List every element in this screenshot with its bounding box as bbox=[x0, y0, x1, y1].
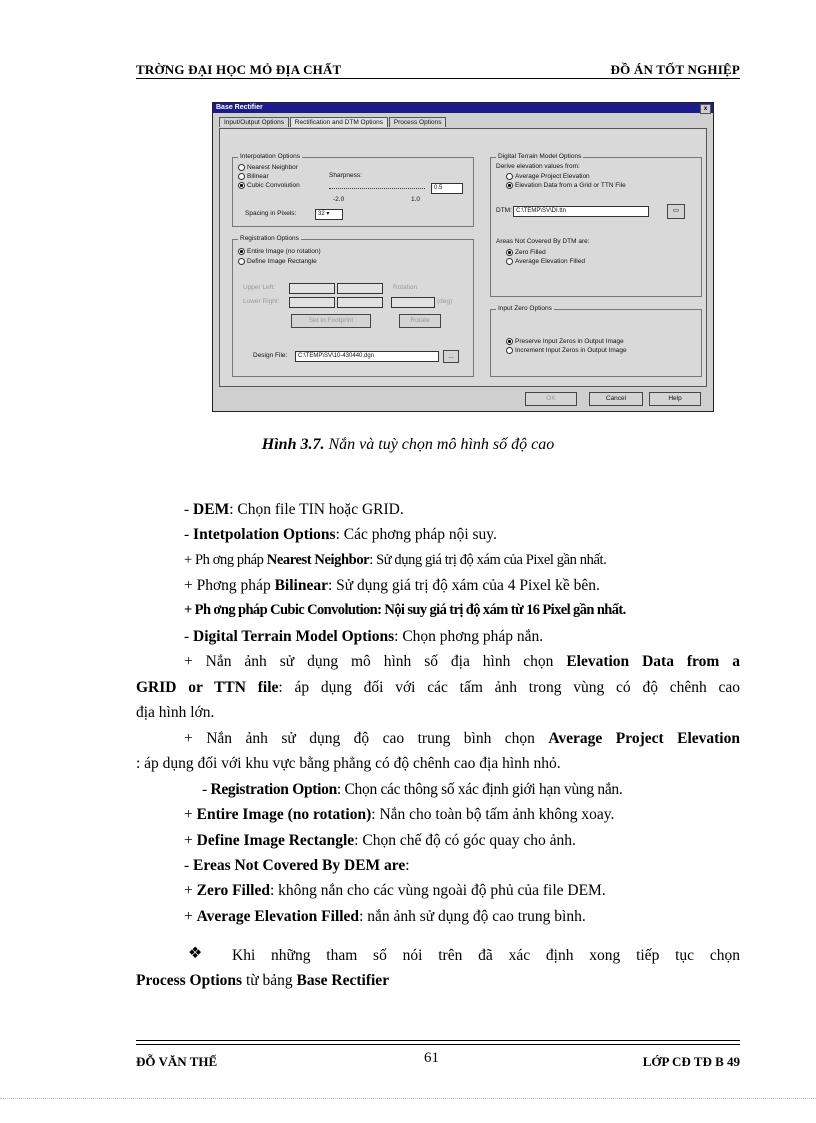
lower-right-y-field[interactable] bbox=[337, 297, 383, 308]
caption-text: Nắn và tuỳ chọn mô hình số độ cao bbox=[328, 436, 555, 453]
rotation-field[interactable] bbox=[391, 297, 435, 308]
tab-input-output[interactable]: Input/Output Options bbox=[219, 117, 289, 127]
slider-max-label: 1.0 bbox=[411, 196, 421, 203]
text-line: - DEM: Chọn file TIN hoặc GRID. bbox=[184, 501, 404, 518]
caption-label: Hình 3.7. bbox=[261, 436, 325, 453]
design-file-label: Design File: bbox=[253, 352, 288, 359]
derive-label: Derive elevation values from: bbox=[496, 163, 580, 170]
radio-entire-image[interactable]: Entire Image (no rotation) bbox=[238, 248, 321, 255]
registration-group bbox=[232, 235, 474, 377]
text-line: - Registration Option: Chọn các thông số xác định giới hạn vùng nắn. bbox=[202, 781, 623, 798]
ok-button[interactable]: OK bbox=[525, 392, 577, 406]
spacing-select[interactable]: 32 ▾ bbox=[315, 209, 343, 220]
lower-right-label: Lower Right: bbox=[243, 298, 280, 305]
radio-average-elevation-filled[interactable]: Average Elevation Filled bbox=[506, 258, 585, 265]
text-line: + Ph ơng pháp Nearest Neighbor: Sử dụng giá trị độ xám của Pixel gần nhất. bbox=[184, 552, 607, 568]
radio-preserve-zeros[interactable]: Preserve Input Zeros in Output Image bbox=[506, 338, 624, 345]
text-line: + Define Image Rectangle: Chọn chế độ có góc quay cho ảnh. bbox=[184, 832, 576, 849]
rotate-button[interactable]: Rotate bbox=[399, 314, 441, 328]
tab-rectification-dtm[interactable]: Rectification and DTM Options bbox=[290, 117, 388, 127]
sharpness-slider[interactable] bbox=[329, 188, 425, 195]
radio-cubic-convolution[interactable]: Cubic Convolution bbox=[238, 182, 300, 189]
footer-rule-thin bbox=[136, 1044, 740, 1045]
sharpness-input[interactable]: 0.5 bbox=[431, 183, 463, 194]
upper-left-label: Upper Left: bbox=[243, 284, 276, 291]
registration-title: Registration Options bbox=[240, 235, 299, 242]
input-zero-group bbox=[490, 305, 702, 377]
header-left: TRỜNG ĐẠI HỌC MỎ ĐỊA CHẤT bbox=[136, 62, 342, 77]
text-line: + Phơng pháp Bilinear: Sử dụng giá trị độ xám của 4 Pixel kề bên. bbox=[184, 577, 600, 594]
tab-panel bbox=[219, 128, 707, 387]
sharpness-label: Sharpness: bbox=[329, 172, 362, 179]
design-file-browse-button[interactable]: ... bbox=[443, 350, 459, 363]
dialog-titlebar bbox=[213, 103, 713, 113]
dtm-group bbox=[490, 153, 702, 297]
upper-left-y-field[interactable] bbox=[337, 283, 383, 294]
text-line: địa hình lớn. bbox=[136, 704, 215, 721]
interpolation-title: Interpolation Options bbox=[240, 153, 300, 160]
input-zero-title: Input Zero Options bbox=[498, 305, 552, 312]
close-icon[interactable]: x bbox=[700, 104, 711, 114]
lower-right-x-field[interactable] bbox=[289, 297, 335, 308]
dialog-title: Base Rectifier bbox=[216, 104, 263, 111]
text-line: - Ereas Not Covered By DEM are: bbox=[184, 857, 410, 874]
text-line: Khi những tham số nói trên đã xác định xong tiếp tục chọn bbox=[232, 947, 740, 964]
footer-class: LỚP CĐ TĐ B 49 bbox=[642, 1054, 740, 1069]
dtm-input[interactable]: C:\TEMP\SV\DI.ttn bbox=[513, 206, 649, 217]
dtm-label: DTM: bbox=[496, 207, 512, 214]
interpolation-group bbox=[232, 153, 474, 227]
radio-zero-filled[interactable]: Zero Filled bbox=[506, 249, 546, 256]
diamond-bullet-icon: ❖ bbox=[188, 945, 203, 962]
radio-bilinear[interactable]: Bilinear bbox=[238, 173, 269, 180]
text-line: + Entire Image (no rotation): Nắn cho toàn bộ tấm ảnh không xoay. bbox=[184, 806, 615, 823]
header-rule bbox=[136, 78, 740, 79]
text-line: + Ph ơng pháp Cubic Convolution: Nội suy giá trị độ xám từ 16 Pixel gần nhất. bbox=[184, 602, 626, 618]
text-line: GRID or TTN file: áp dụng đối với các tấm ảnh trong vùng có độ chênh cao bbox=[136, 679, 741, 696]
folder-icon: ▭ bbox=[672, 207, 680, 214]
text-line: Process Options từ bảng Base Rectifier bbox=[136, 972, 390, 989]
design-file-input[interactable]: C:\TEMP\SV\10-430440.dgn bbox=[295, 351, 439, 362]
page-bottom-divider bbox=[0, 1098, 816, 1099]
footer-author: ĐỖ VĂN THẾ bbox=[136, 1054, 218, 1069]
base-rectifier-dialog bbox=[212, 102, 714, 412]
deg-label: (deg) bbox=[437, 298, 453, 305]
text-line: : áp dụng đối với khu vực bằng phẳng có độ chênh cao địa hình nhỏ. bbox=[136, 755, 561, 772]
text-line: + Nắn ảnh sử dụng mô hình số địa hình chọn Elevation Data from a bbox=[184, 653, 740, 670]
spacing-label: Spacing in Pixels: bbox=[245, 210, 297, 217]
radio-elevation-grid-ttn[interactable]: Elevation Data from a Grid or TTN File bbox=[506, 182, 626, 189]
text-line: - Digital Terrain Model Options: Chọn phơng pháp nắn. bbox=[184, 628, 544, 645]
page-number: 61 bbox=[424, 1050, 439, 1066]
text-line: + Zero Filled: không nắn cho các vùng ngoài độ phủ của file DEM. bbox=[184, 882, 606, 899]
dtm-browse-button[interactable] bbox=[667, 204, 685, 219]
radio-average-project-elevation[interactable]: Average Project Elevation bbox=[506, 173, 590, 180]
rotation-label: Rotation bbox=[393, 284, 418, 291]
help-button[interactable]: Help bbox=[649, 392, 701, 406]
tab-process-options[interactable]: Process Options bbox=[389, 117, 447, 127]
upper-left-x-field[interactable] bbox=[289, 283, 335, 294]
figure-caption bbox=[0, 436, 816, 454]
set-to-footprint-button[interactable]: Set to Footprint bbox=[291, 314, 371, 328]
text-line: + Average Elevation Filled: nắn ảnh sử dụng độ cao trung bình. bbox=[184, 908, 586, 925]
areas-label: Areas Not Covered By DTM are: bbox=[496, 238, 590, 245]
radio-increment-zeros[interactable]: Increment Input Zeros in Output Image bbox=[506, 347, 627, 354]
footer-rule bbox=[136, 1040, 740, 1041]
text-line: - Intetpolation Options: Các phơng pháp nội suy. bbox=[184, 526, 497, 543]
dtm-title: Digital Terrain Model Options bbox=[498, 153, 582, 160]
header-right: ĐỒ ÁN TỐT NGHIỆP bbox=[610, 62, 740, 77]
slider-min-label: -2.0 bbox=[333, 196, 345, 203]
text-line: + Nắn ảnh sử dụng độ cao trung bình chọn Average Project Elevation bbox=[184, 730, 740, 747]
radio-nearest-neighbor[interactable]: Nearest Neighbor bbox=[238, 164, 298, 171]
radio-define-rectangle[interactable]: Define Image Rectangle bbox=[238, 258, 317, 265]
cancel-button[interactable]: Cancel bbox=[589, 392, 643, 406]
dialog-tabs bbox=[219, 117, 445, 128]
